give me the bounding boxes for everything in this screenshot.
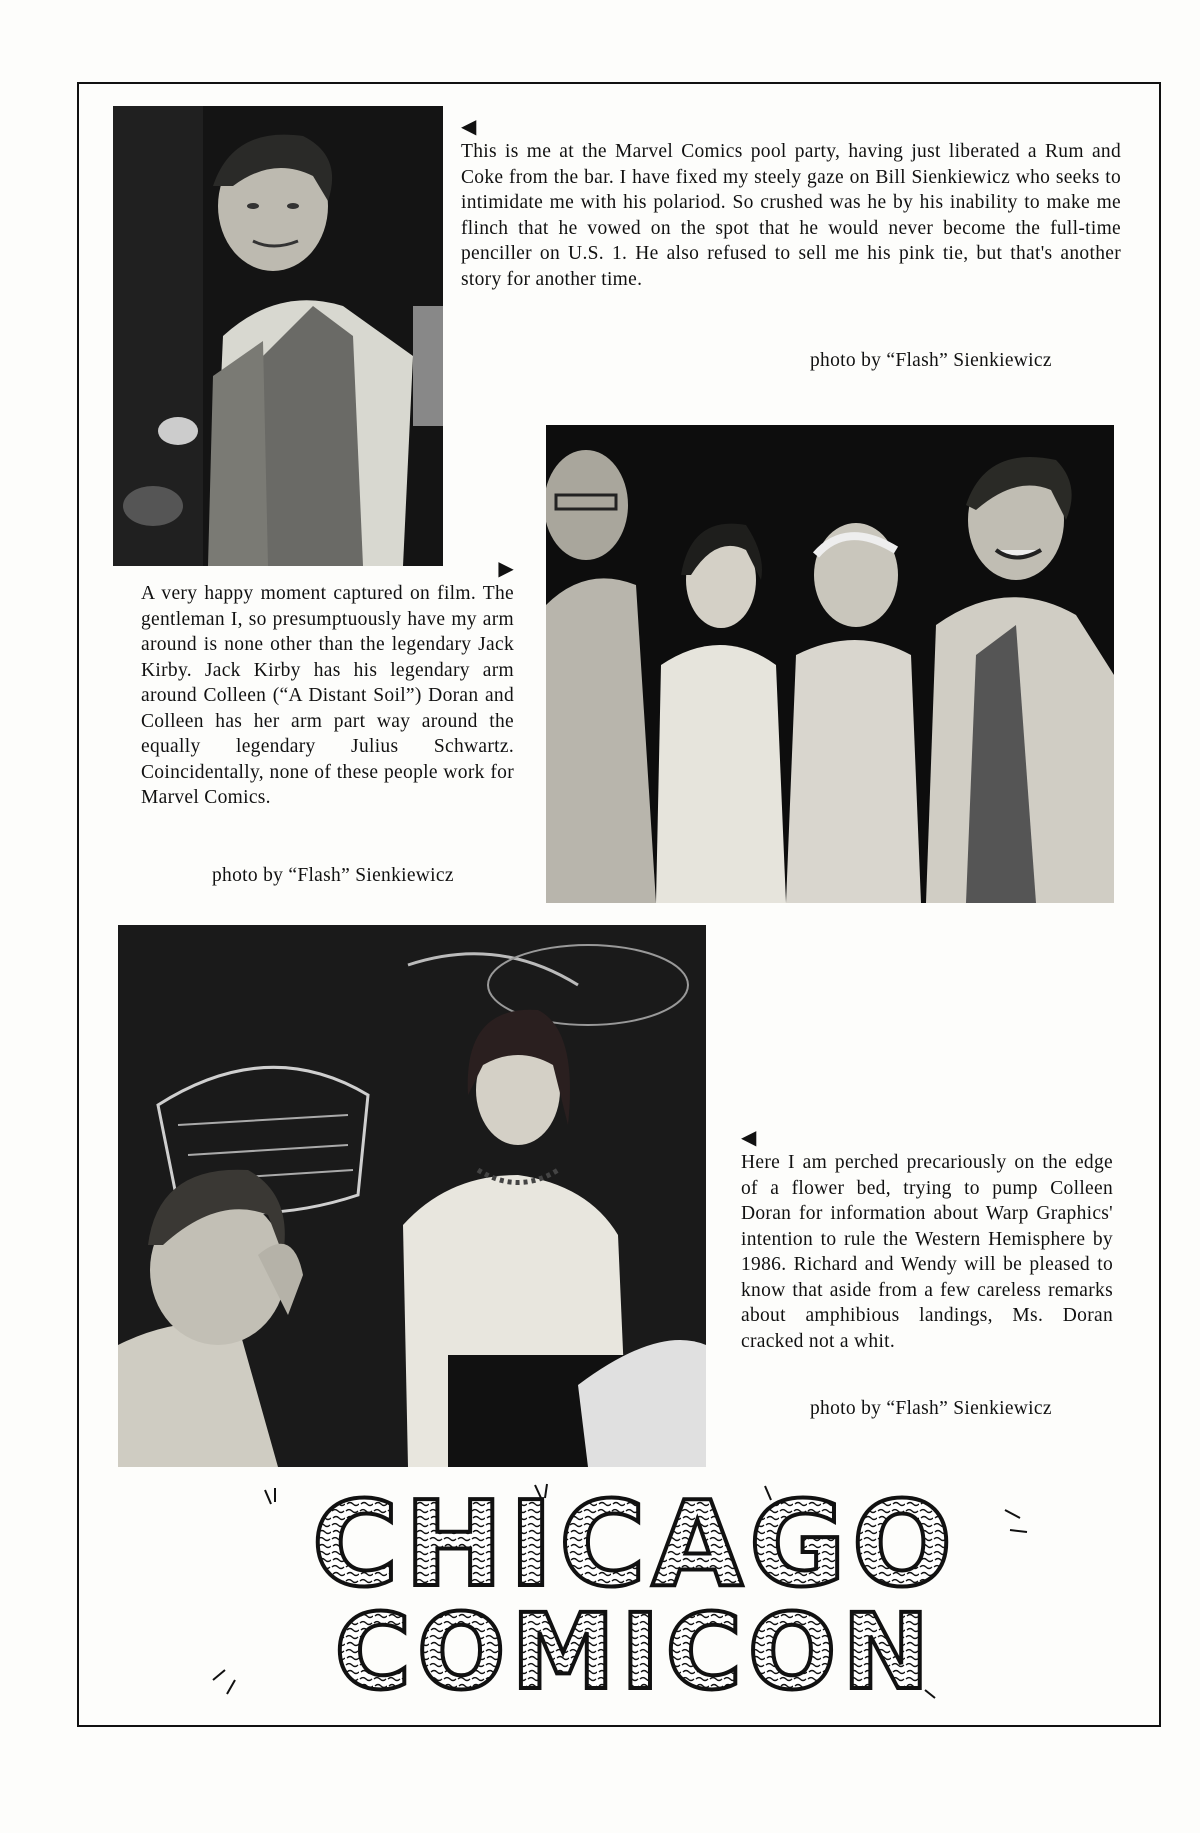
photo-kirby-group [546,425,1114,903]
caption-photo-3 [741,1128,1113,1354]
caption-photo-1 [461,117,1121,292]
caption-text: A very happy moment captured on film. The gentleman I, so presumptuously have my arm around is none other than the legendary Jack Kirby. Jack Kirby has his legendary arm around Colleen (“A Distant Soil”) Doran and Colleen has her arm part way around the equally legendary Julius Schwartz. Coincidentally, none of these people work for Marvel Comics. [141,583,514,808]
credit-photo-2: photo by “Flash” Sienkiewicz [212,865,454,886]
pointer-left-icon: ◀ [741,1127,757,1149]
caption-text: This is me at the Marvel Comics pool party, having just liberated a Rum and Coke from the bar. I have fixed my steely gaze on Bill Sienkiewicz who seeks to intimidate me with his polariod. So crushed was he by his inability to make me flinch that he vowed on the spot that he would never become the full-time penciller on U.S. 1. He also refused to sell me his pink tie, but that's another story for another time. [461,141,1121,290]
caption-photo-2 [141,559,514,811]
caption-text: Here I am perched precariously on the edge of a flower bed, trying to pump Colleen Doran for information about Warp Graphics' intention to rule the Western Hemisphere by 1986. Richard and Wendy will be pleased to know that aside from a few careless remarks about amphibious landings, Ms. Doran cracked not a whit. [741,1152,1113,1352]
credit-photo-3: photo by “Flash” Sienkiewicz [810,1398,1052,1419]
credit-photo-1: photo by “Flash” Sienkiewicz [810,350,1052,371]
photo-pool-party [113,106,443,566]
pointer-left-icon: ◀ [461,116,477,138]
photo-flower-bed [118,925,706,1467]
logo-line-1: CHICAGO [311,1480,959,1613]
chicago-comicon-logo [205,1480,1065,1700]
logo-line-2: COMICON [334,1591,936,1700]
pointer-right-icon: ▶ [498,558,514,580]
